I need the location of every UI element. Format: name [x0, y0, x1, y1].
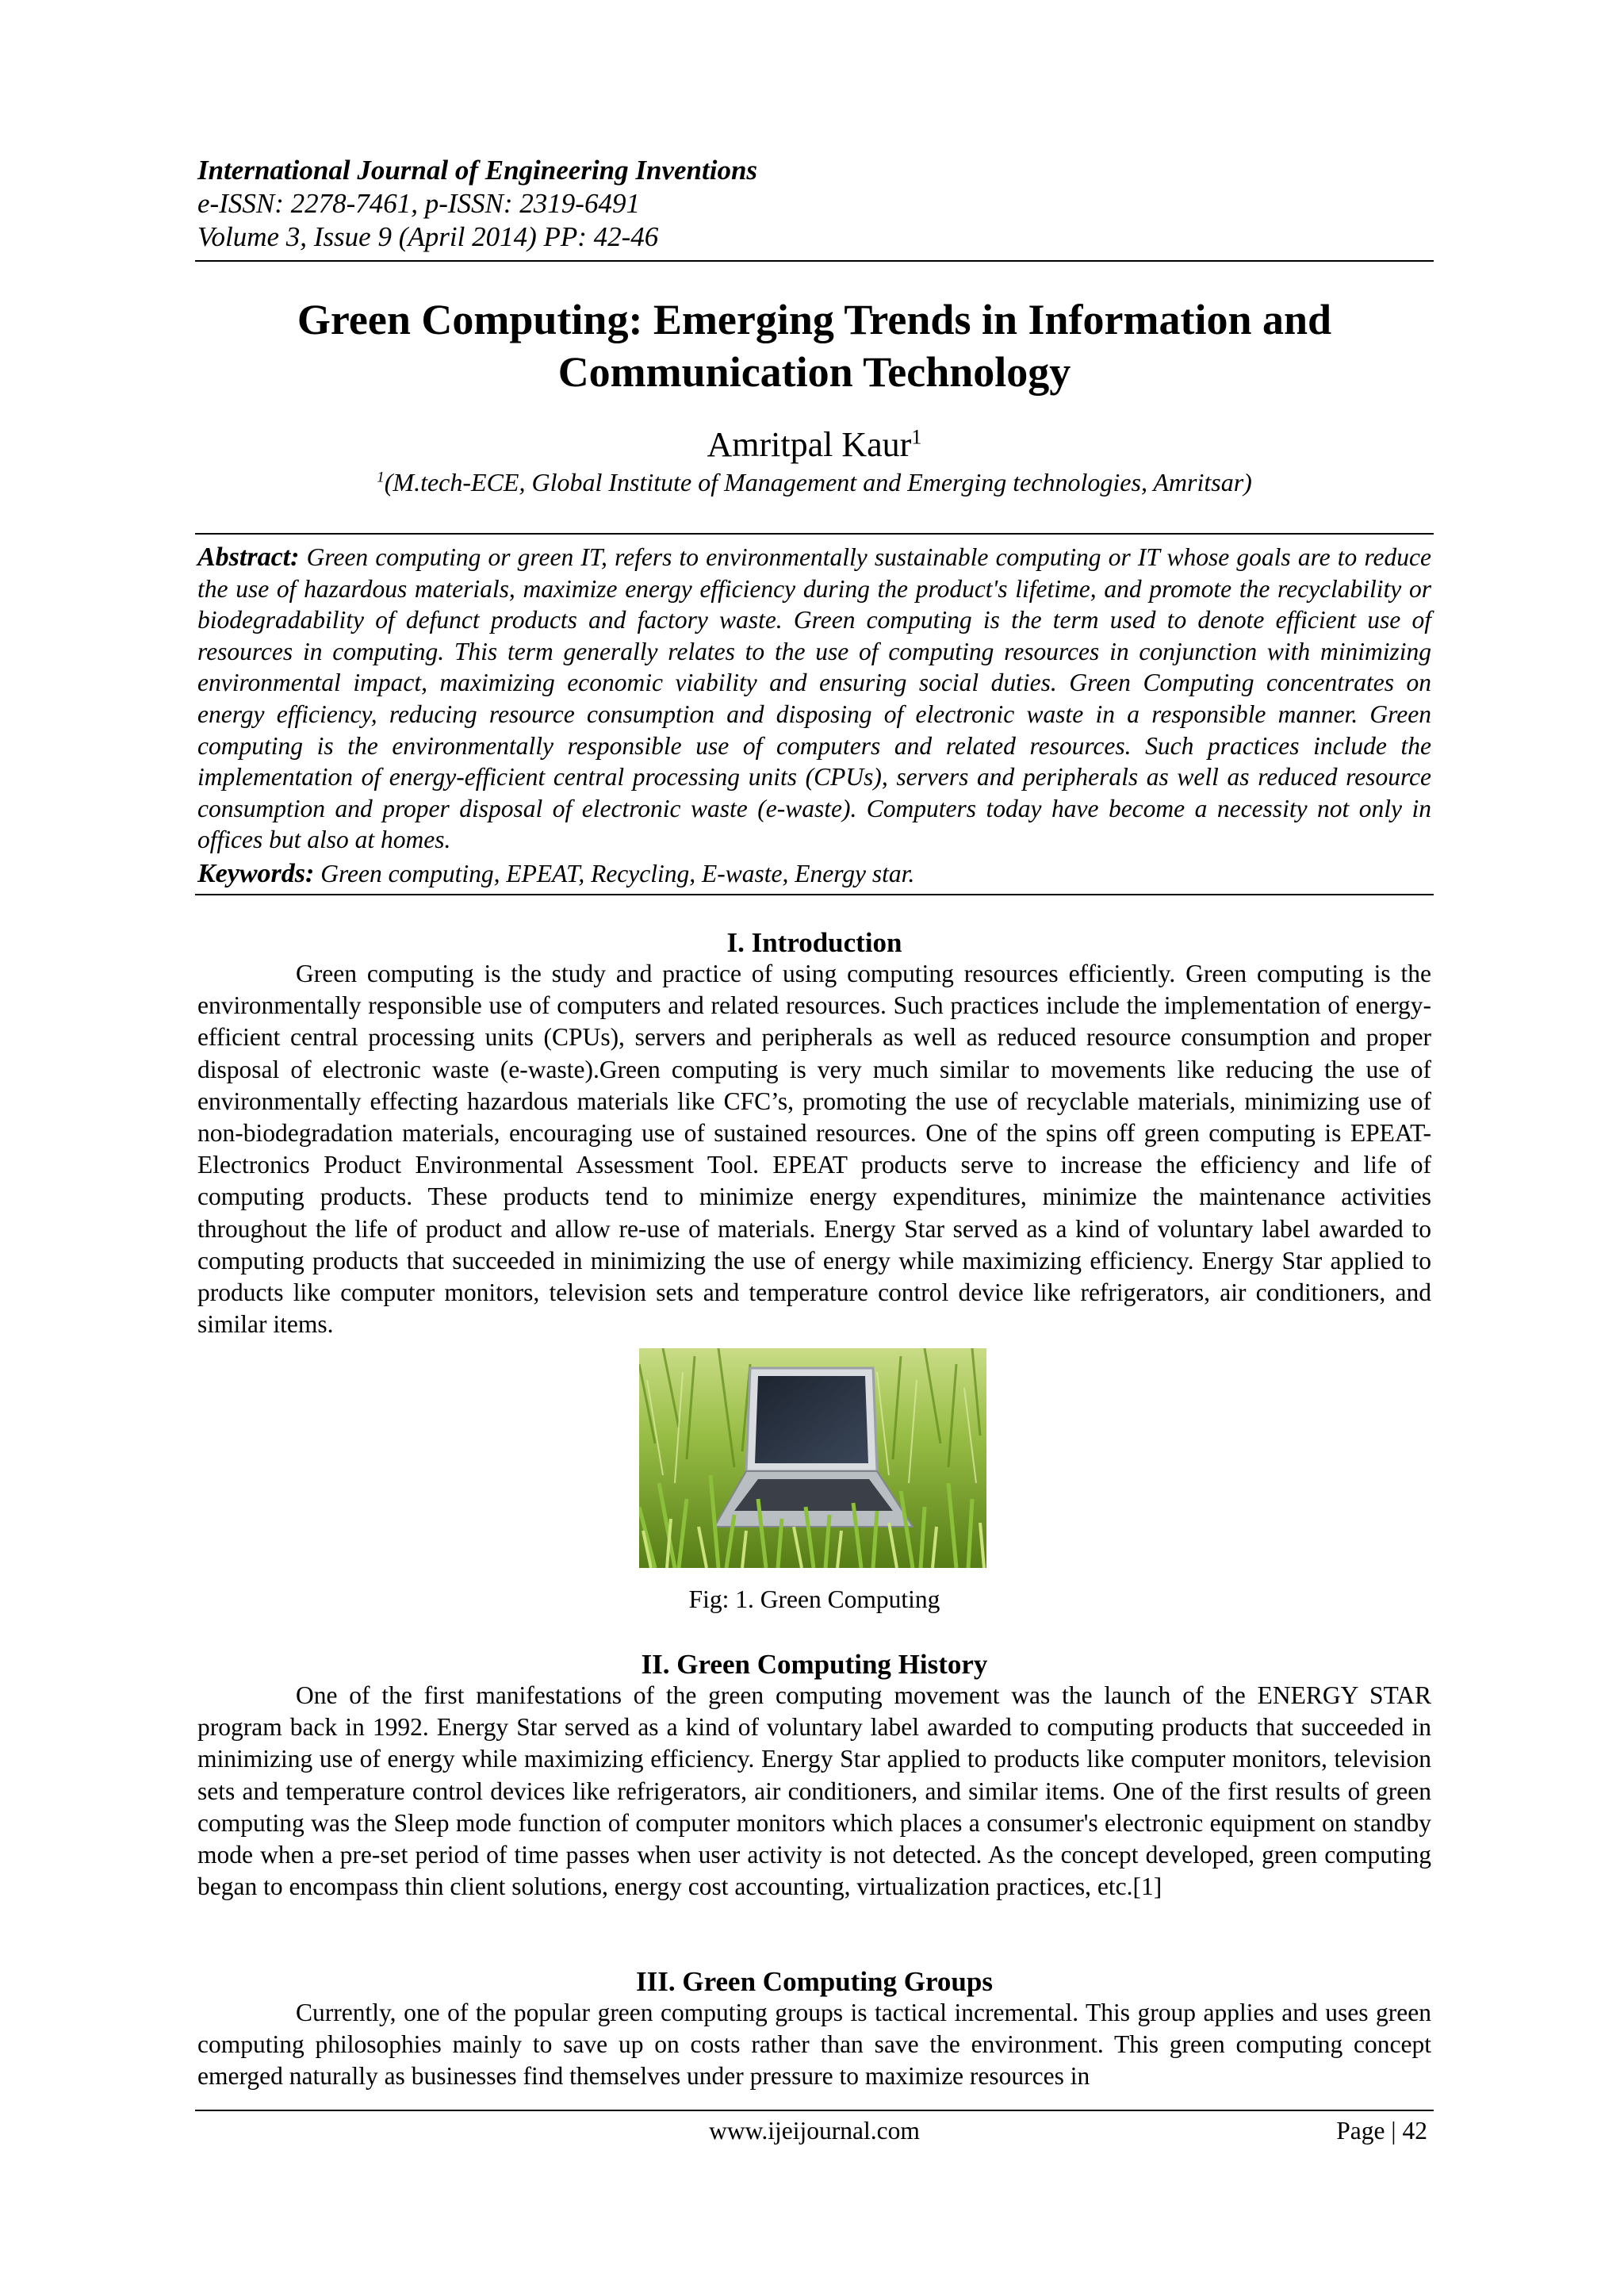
keywords: Keywords: Green computing, EPEAT, Recycling, E-waste, Energy star. — [197, 859, 915, 888]
author-name: Amritpal Kaur$^1$ — [707, 424, 922, 464]
abstract-label: Abstract — [197, 542, 291, 572]
section-heading-introduction: I. Introduction — [726, 927, 902, 958]
abstract-bottom-rule — [195, 894, 1434, 895]
journal-issn: e-ISSN: 2278-7461, p-ISSN: 2319-6491 — [197, 188, 640, 219]
section-text-groups: Currently, one of the popular green computing groups is tactical incremental. This group applies and uses green computing philosophies mainly to save up on costs rather than save the environment. This green computing concept emerged naturally as businesses find themselves under pressure to maximize resources in — [197, 1999, 1431, 2091]
footer-rule — [195, 2110, 1434, 2111]
laptop-in-grass-photo — [639, 1348, 986, 1568]
affiliation-superscript: 1 — [377, 469, 385, 486]
section-heading-history: II. Green Computing History — [641, 1649, 988, 1680]
author-affiliation: $^1$(M.tech-ECE, Global Institute of Management and Emerging technologies, Amritsar) — [377, 468, 1252, 496]
section-text-history: One of the first manifestations of the green computing movement was the launch of the ENERGY STAR program back in 1992. Energy Star served as a kind of voluntary label awarded to computing products that succeeded in minimizing use of energy while maximizing efficiency. Energy Star applied to products like computer monitors, television sets and temperature control devices like refrigerators, air conditioners, and similar items. One of the first results of green computing was the Sleep mode function of computer monitors which places a consumer's electronic equipment on standby mode when a pre-set period of time passes when user activity is not detected. As the concept developed, green computing began to encompass thin client solutions, energy cost accounting, virtualization practices, etc.[1] — [197, 1681, 1431, 1901]
abstract-text: Green computing or green IT, refers to environmentally sustainable computing or IT whose goals are to reduce the use of hazardous materials, maximize energy efficiency during the product's lifetime, and promote the recyclability or biodegradability of defunct products and factory waste. Green computing is the term used to denote efficient use of resources in computing. This term generally relates to the use of computing resources in conjunction with minimizing environmental impact, maximizing economic viability and ensuring social duties. Green Computing concentrates on energy efficiency, reducing resource consumption and disposing of electronic waste in a responsible manner. Green computing is the environmentally responsible use of computers and related resources. Such practices include the implementation of energy-efficient central processing units (CPUs), servers and peripherals as well as reduced resource consumption and proper disposal of electronic waste (e-waste). Computers today have become a necessity not only in offices but also at homes. — [197, 543, 1431, 854]
section-heading-groups: III. Green Computing Groups — [636, 1966, 993, 1997]
footer-url[interactable]: www.ijeijournal.com — [709, 2117, 920, 2145]
header-rule — [195, 260, 1434, 262]
journal-name: International Journal of Engineering Inventions — [197, 155, 758, 186]
keywords-label: Keywords — [197, 859, 305, 888]
author-superscript: 1 — [911, 424, 922, 449]
title-line-1: Green Computing: Emerging Trends in Information and — [297, 296, 1332, 343]
figure-green-computing — [639, 1348, 986, 1568]
paper-title — [195, 293, 1434, 398]
title-line-2: Communication Technology — [557, 348, 1071, 396]
journal-volume: Volume 3, Issue 9 (April 2014) PP: 42-46 — [197, 221, 659, 252]
footer-page-number: Page | 42 — [1336, 2117, 1427, 2145]
keywords-text: Green computing, EPEAT, Recycling, E-waste, Energy star. — [320, 860, 915, 887]
section-text-introduction: Green computing is the study and practice of using computing resources efficiently. Green computing is the environmentally responsible use of computers and related resources. Such practices include the implementation of energy-efficient central processing units (CPUs), servers and peripherals as well as reduced resource consumption and proper disposal of electronic waste (e-waste).Green computing is very much similar to movements like reducing the use of environmentally effecting hazardous materials like CFC’s, promoting the use of recyclable materials, minimizing use of non-biodegradation materials, encouraging use of sustained resources. One of the spins off green computing is EPEAT-Electronics Product Environmental Assessment Tool. EPEAT products serve to increase the efficiency and life of computing products. These products tend to minimize energy expenditures, minimize the maintenance activities throughout the life of product and allow re-use of materials. Energy Star served as a kind of voluntary label awarded to computing products that succeeded in minimizing the use of energy while maximizing efficiency. Energy Star applied to products like computer monitors, television sets and temperature control device like refrigerators, air conditioners, and similar items. — [197, 960, 1431, 1339]
figure-caption: Fig: 1. Green Computing — [688, 1585, 940, 1613]
abstract-top-rule — [195, 533, 1434, 535]
abstract: Abstract: Green computing or green IT, refers to environmentally sustainable computing or IT whose goals are to reduce the use of hazardous materials, maximize energy efficiency during the product's lifetime, and promote the recyclability or biodegradability of defunct products and factory waste. Green computing is the term used to denote efficient use of resources in computing. This term generally relates to the use of computing resources in conjunction with minimizing environmental impact, maximizing economic viability and ensuring social duties. Green Computing concentrates on energy efficiency, reducing resource consumption and disposing of electronic waste in a responsible manner. Green computing is the environmentally responsible use of computers and related resources. Such practices include the implementation of energy-efficient central processing units (CPUs), servers and peripherals as well as reduced resource consumption and proper disposal of electronic waste (e-waste). Computers today have become a necessity not only in offices but also at homes. — [197, 542, 1431, 854]
